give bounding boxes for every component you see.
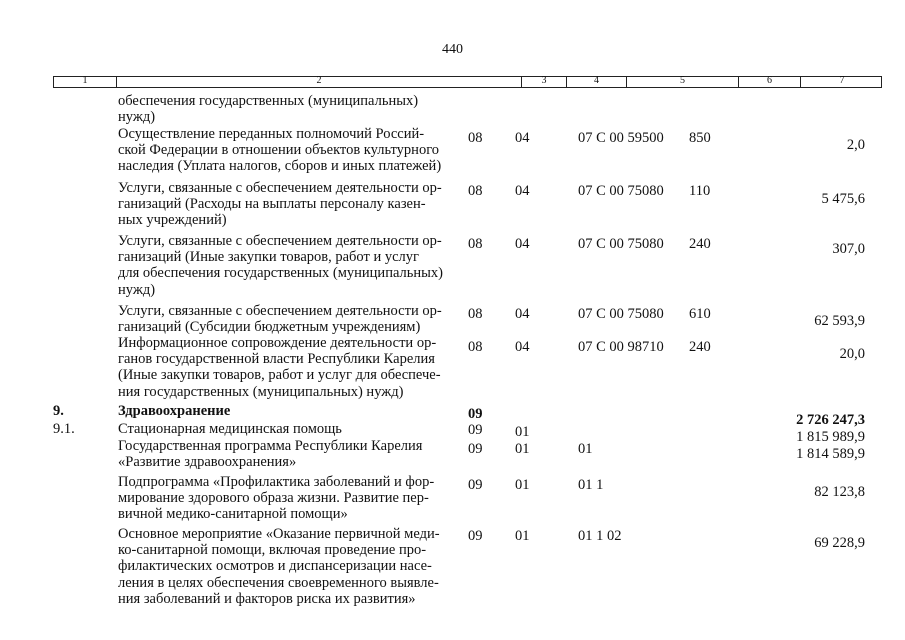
column-header-4: 4	[566, 76, 626, 88]
row-name-line: ганов государственной власти Республики Карелия	[118, 351, 435, 368]
row-subsection: 01	[515, 528, 530, 544]
row-name-line: ской Федерации в отношении объектов культурного	[118, 142, 440, 159]
row-target-code: 07 С 00 75080	[578, 306, 664, 322]
row-name	[118, 93, 418, 125]
row-name-line: Подпрограмма «Профилактика заболеваний и фор-	[118, 474, 435, 490]
column-header-2: 2	[116, 76, 521, 88]
row-name	[118, 335, 441, 400]
row-name-line: мирование здорового образа жизни. Развитие пер-	[118, 490, 429, 507]
row-name	[118, 421, 342, 437]
row-target-code: 01 1 02	[578, 528, 622, 544]
row-target-code: 07 С 00 75080	[578, 183, 664, 199]
row-name-line: Услуги, связанные с обеспечением деятельности ор-	[118, 303, 442, 319]
row-amount: 2,0	[846, 137, 865, 153]
row-name-line: филактических осмотров и диспансеризации насе-	[118, 558, 432, 575]
row-name-line: (Иные закупки товаров, работ и услуг для обеспече-	[118, 367, 441, 384]
row-subsection: 04	[515, 183, 530, 199]
row-target-code: 01	[578, 441, 593, 457]
row-amount: 62 593,9	[814, 313, 865, 329]
row-name-line: ления в целях обеспечения своевременного выявле-	[118, 574, 439, 591]
row-subsection: 04	[515, 339, 530, 355]
row-subsection: 01	[515, 441, 530, 457]
row-section: 08	[468, 130, 483, 146]
row-name	[118, 126, 441, 175]
row-amount: 1 814 589,9	[796, 446, 865, 462]
row-section: 09	[468, 477, 483, 493]
row-amount: 69 228,9	[814, 535, 865, 551]
row-name-line: ния государственных (муниципальных) нужд)	[118, 383, 404, 400]
row-name-line: нужд)	[118, 109, 156, 126]
row-target-code: 07 С 00 98710	[578, 339, 664, 355]
row-name-line: Услуги, связанные с обеспечением деятельности ор-	[118, 180, 442, 196]
row-name-line: Основное мероприятие «Оказание первичной меди-	[118, 526, 440, 542]
row-name-line: нужд)	[118, 281, 156, 298]
row-name-line: Услуги, связанные с обеспечением деятельности ор-	[118, 233, 442, 249]
column-header-3: 3	[521, 76, 566, 88]
row-expense-type: 240	[689, 236, 711, 252]
row-name-line: ко-санитарной помощи, включая проведение про-	[118, 542, 427, 559]
row-name	[118, 526, 440, 607]
row-section: 08	[468, 183, 483, 199]
row-name-line: обеспечения государственных (муниципальных)	[118, 93, 419, 109]
column-header-1: 1	[82, 75, 88, 86]
row-name-line: ния заболеваний и факторов риска их развития»	[118, 590, 416, 607]
row-subsection: 04	[515, 306, 530, 322]
row-amount: 82 123,8	[814, 484, 865, 500]
row-amount: 307,0	[832, 241, 865, 257]
row-name-line: ганизаций (Субсидии бюджетным учреждениям)	[118, 319, 421, 336]
row-name-line: Осуществление переданных полномочий Россий-	[118, 126, 425, 142]
page-number: 440	[442, 42, 463, 57]
row-expense-type: 240	[689, 339, 711, 355]
row-name-line: ганизаций (Расходы на выплаты персоналу казен-	[118, 196, 426, 213]
row-amount: 1 815 989,9	[796, 429, 865, 445]
row-number: 9.	[53, 403, 64, 419]
row-name	[118, 233, 443, 298]
row-name-line: Информационное сопровождение деятельности ор-	[118, 335, 437, 351]
row-name-line: для обеспечения государственных (муниципальных)	[118, 265, 443, 282]
row-section: 09	[468, 441, 483, 457]
row-amount: 20,0	[839, 346, 865, 362]
row-subsection: 01	[515, 424, 530, 440]
row-name-line: Стационарная медицинская помощь	[118, 421, 342, 437]
row-expense-type: 850	[689, 130, 711, 146]
row-name	[118, 438, 422, 470]
row-name	[118, 474, 434, 523]
row-target-code: 07 С 00 75080	[578, 236, 664, 252]
row-expense-type: 110	[689, 183, 711, 199]
row-target-code: 01 1	[578, 477, 604, 493]
row-name	[118, 180, 442, 229]
row-subsection: 04	[515, 130, 530, 146]
row-amount: 5 475,6	[821, 191, 865, 207]
row-name-line: вичной медико-санитарной помощи»	[118, 506, 348, 523]
row-section: 08	[468, 236, 483, 252]
row-section: 09	[468, 422, 483, 438]
row-target-code: 07 С 00 59500	[578, 130, 664, 146]
row-name	[118, 403, 230, 419]
column-header-5: 5	[626, 76, 738, 88]
column-header-7: 7	[800, 76, 883, 88]
row-name-line: ных учреждений)	[118, 212, 227, 229]
row-section: 09	[468, 406, 483, 422]
row-name-line: Государственная программа Республики Карелия	[118, 438, 423, 454]
row-amount: 2 726 247,3	[796, 412, 865, 428]
row-expense-type: 610	[689, 306, 711, 322]
row-name-line: «Развитие здравоохранения»	[118, 454, 297, 471]
row-subsection: 01	[515, 477, 530, 493]
row-subsection: 04	[515, 236, 530, 252]
row-name-line: ганизаций (Иные закупки товаров, работ и услуг	[118, 249, 419, 266]
column-header-row	[53, 76, 882, 88]
row-number: 9.1.	[53, 421, 75, 437]
row-section: 08	[468, 306, 483, 322]
row-name	[118, 303, 442, 335]
row-name-line: наследия (Уплата налогов, сборов и иных платежей)	[118, 158, 442, 175]
row-section: 08	[468, 339, 483, 355]
row-name-line: Здравоохранение	[118, 403, 231, 419]
row-section: 09	[468, 528, 483, 544]
column-header-6: 6	[738, 76, 800, 88]
